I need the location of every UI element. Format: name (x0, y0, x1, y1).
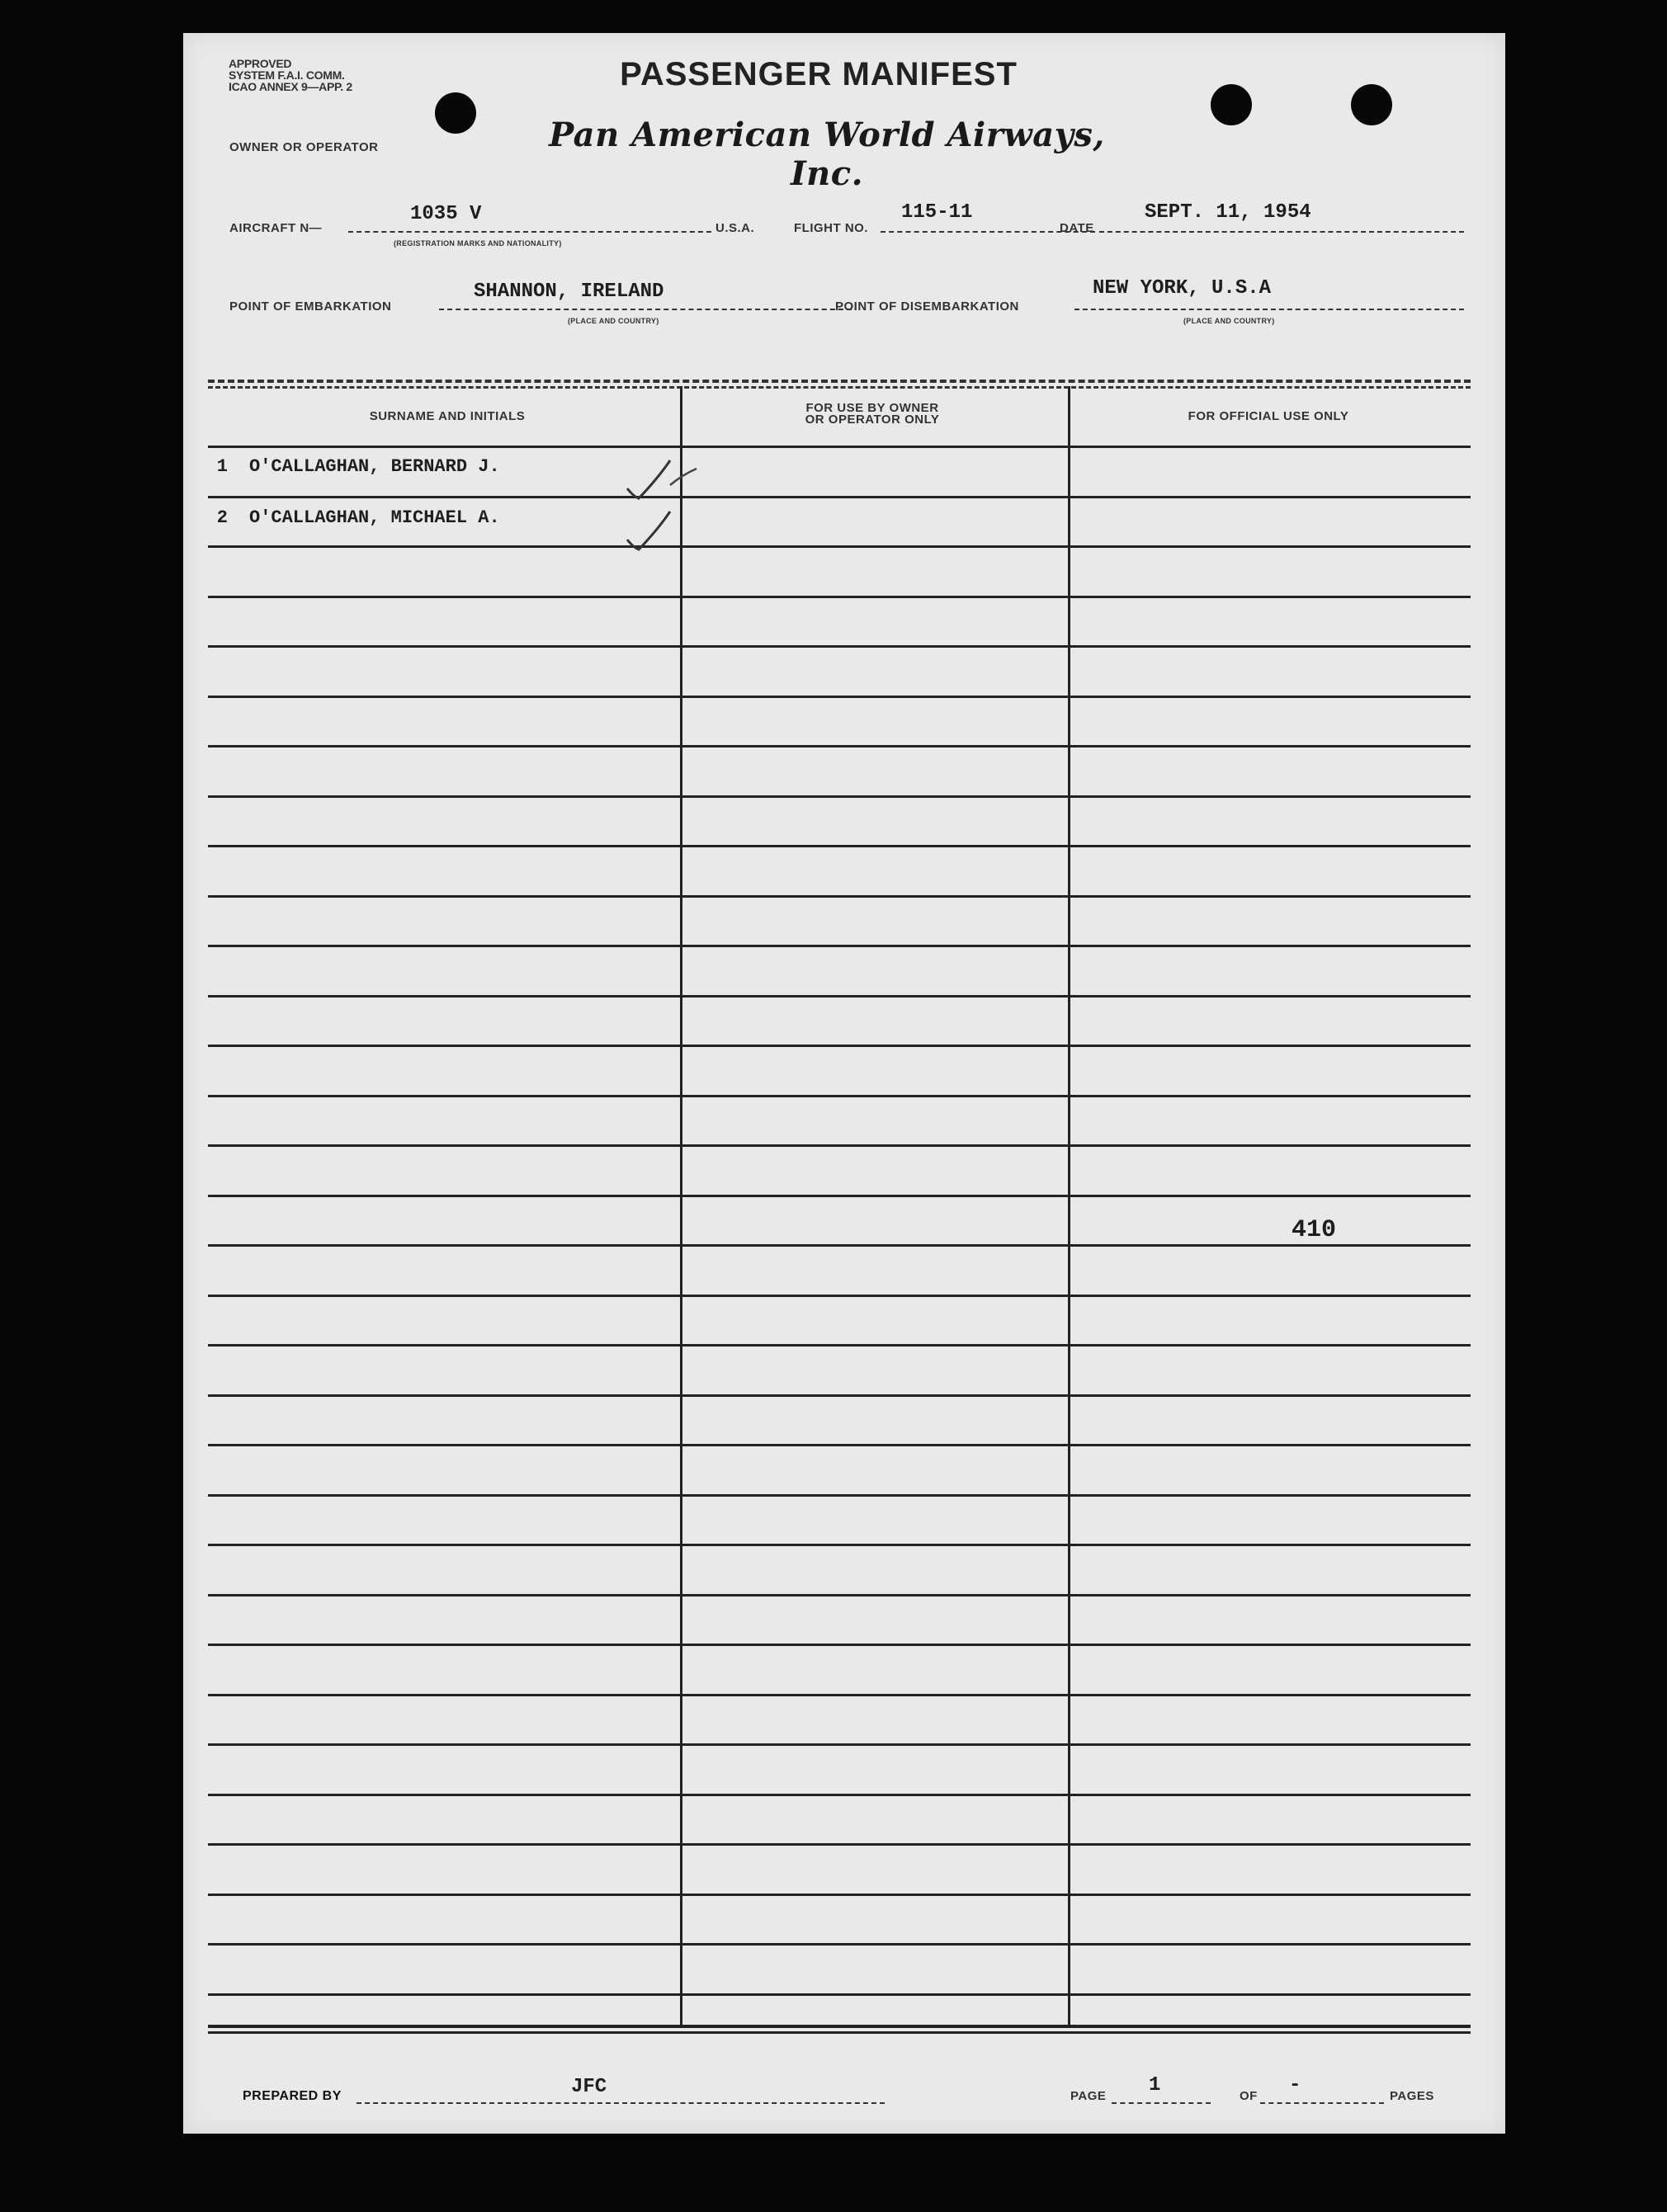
row-line (208, 1794, 1471, 1796)
of-label: OF (1240, 2089, 1258, 2103)
row-line (208, 945, 1471, 947)
operator-name: Pan American World Airways, Inc. (549, 116, 1105, 193)
table-bottom-border (208, 2025, 1471, 2028)
prepared-by-label: PREPARED BY (243, 2089, 342, 2103)
punch-hole (435, 92, 476, 134)
page-value: 1 (1149, 2074, 1161, 2096)
approval-note: APPROVED SYSTEM F.A.I. COMM. ICAO ANNEX 9—APP. 2 (229, 57, 352, 93)
row-line (208, 1195, 1471, 1197)
row-line (208, 1394, 1471, 1397)
row-line (208, 1144, 1471, 1147)
table-row (208, 450, 670, 483)
disembarkation-underline (1074, 309, 1464, 310)
embarkation-label: POINT OF EMBARKATION (229, 299, 392, 314)
aircraft-underline (348, 231, 711, 233)
column-divider (680, 386, 682, 2025)
of-underline (1260, 2102, 1384, 2104)
aircraft-value: 1035 V (410, 203, 482, 225)
prepared-underline (357, 2102, 885, 2104)
row-line (208, 745, 1471, 748)
column-header-surname: SURNAME AND INITIALS (369, 409, 526, 423)
row-line (208, 1993, 1471, 1996)
row-line (208, 1494, 1471, 1497)
row-line (208, 1544, 1471, 1546)
page-title: PASSENGER MANIFEST (620, 56, 1018, 92)
row-line (208, 596, 1471, 598)
table-top-border (208, 380, 1471, 383)
prepared-by-value: JFC (571, 2076, 607, 2098)
row-line (208, 1095, 1471, 1097)
row-number: 2 (216, 507, 228, 528)
flight-label: FLIGHT NO. (794, 221, 868, 235)
disembarkation-sublabel: (PLACE AND COUNTRY) (1183, 317, 1275, 325)
passenger-name: O'CALLAGHAN, BERNARD J. (249, 456, 500, 477)
row-line (208, 1694, 1471, 1696)
row-line (208, 1943, 1471, 1946)
row-line (208, 1743, 1471, 1746)
row-line (208, 795, 1471, 798)
row-line (208, 895, 1471, 898)
row-line (208, 1894, 1471, 1896)
checkmark-icon (621, 446, 736, 569)
of-value: - (1289, 2074, 1301, 2096)
row-line (208, 446, 1471, 448)
row-line (208, 1444, 1471, 1446)
manifest-sheet (183, 33, 1505, 2134)
embarkation-sublabel: (PLACE AND COUNTRY) (568, 317, 659, 325)
punch-hole (1351, 84, 1392, 125)
embarkation-underline (439, 309, 852, 310)
row-line (208, 496, 1471, 498)
row-line (208, 1244, 1471, 1247)
row-number: 1 (216, 456, 228, 477)
table-top-border (208, 386, 1471, 389)
punch-hole (1211, 84, 1252, 125)
row-line (208, 1594, 1471, 1597)
row-line (208, 545, 1471, 548)
row-line (208, 845, 1471, 847)
usa-label: U.S.A. (715, 221, 755, 235)
date-label: DATE (1060, 221, 1094, 235)
page-underline (1112, 2102, 1211, 2104)
row-line (208, 1344, 1471, 1347)
pages-label: PAGES (1390, 2089, 1434, 2103)
official-note: 410 (1292, 1216, 1337, 1244)
embarkation-value: SHANNON, IRELAND (474, 281, 664, 303)
disembarkation-value: NEW YORK, U.S.A (1093, 277, 1272, 299)
owner-operator-label: OWNER OR OPERATOR (229, 140, 379, 154)
table-row (208, 501, 670, 534)
column-header-official: FOR OFFICIAL USE ONLY (1188, 409, 1349, 423)
row-line (208, 995, 1471, 998)
row-line (208, 1843, 1471, 1846)
disembarkation-label: POINT OF DISEMBARKATION (835, 299, 1019, 314)
table-bottom-border (208, 2031, 1471, 2034)
date-underline (1099, 231, 1464, 233)
column-divider (1068, 386, 1070, 2025)
date-value: SEPT. 11, 1954 (1145, 201, 1311, 224)
flight-value: 115-11 (901, 201, 973, 224)
aircraft-sublabel: (REGISTRATION MARKS AND NATIONALITY) (394, 239, 562, 248)
row-line (208, 1295, 1471, 1297)
page-label: PAGE (1070, 2089, 1107, 2103)
passenger-name: O'CALLAGHAN, MICHAEL A. (249, 507, 500, 528)
column-header-owner: FOR USE BY OWNER OR OPERATOR ONLY (805, 401, 940, 427)
row-line (208, 1644, 1471, 1646)
row-line (208, 1045, 1471, 1047)
row-line (208, 696, 1471, 698)
aircraft-label: AIRCRAFT N— (229, 221, 323, 235)
row-line (208, 645, 1471, 648)
